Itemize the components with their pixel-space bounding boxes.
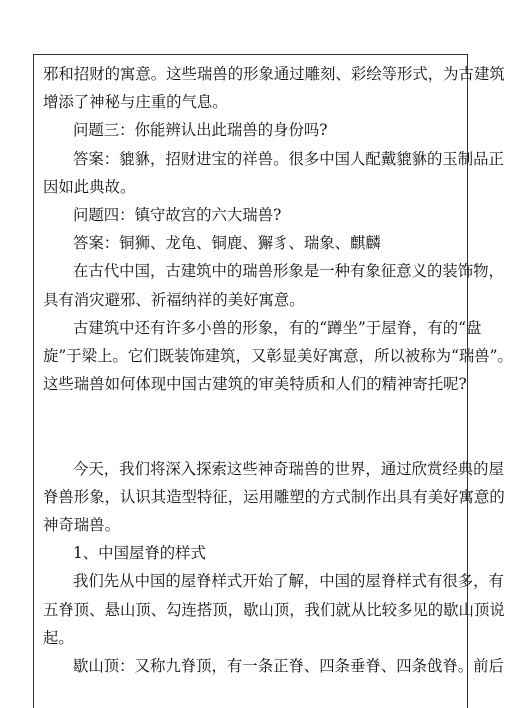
text-line: 问题四：镇守故宫的六大瑞兽?: [73, 205, 282, 224]
blank-line: [43, 426, 461, 454]
text-line: 因如此典故。: [43, 177, 136, 196]
text-line: 古建筑中还有许多小兽的形象，有的“蹲坐”于屋脊，有的“盘: [73, 318, 482, 337]
text-line: 答案：貔貅，招财进宝的祥兽。很多中国人配戴貔貅的玉制品正: [73, 149, 504, 168]
text-line: 歇山顶：又称九脊顶，有一条正脊、四条垂脊、四条戗脊。前后: [73, 656, 504, 675]
text-line: 神奇瑞兽。: [43, 516, 120, 534]
text-line: 增添了神秘与庄重的气息。: [43, 93, 228, 112]
text-line: 起。: [43, 628, 74, 647]
text-line: 邪和招财的寓意。这些瑞兽的形象通过雕刻、彩绘等形式，为古建筑: [43, 65, 505, 83]
text-line: 1、中国屋脊的样式: [73, 544, 206, 563]
blank-line: [43, 398, 461, 426]
text-line: 这些瑞兽如何体现中国古建筑的审美特质和人们的精神寄托呢?: [43, 375, 467, 394]
text-line: 具有消灾避邪、祈福纳祥的美好寓意。: [43, 290, 305, 309]
text-line: 我们先从中国的屋脊样式开始了解，中国的屋脊样式有很多，有: [73, 572, 504, 591]
text-line: 答案：铜狮、龙龟、铜鹿、獬豸、瑞象、麒麟: [73, 234, 381, 253]
text-line: 在古代中国，古建筑中的瑞兽形象是一种有象征意义的装饰物，: [73, 262, 504, 281]
text-line: 今天，我们将深入探索这些神奇瑞兽的世界，通过欣赏经典的屋: [73, 459, 504, 478]
text-line: 脊兽形象，认识其造型特征，运用雕塑的方式制作出具有美好寓意的: [43, 487, 505, 506]
text-line: 问题三：你能辨认出此瑞兽的身份吗?: [73, 121, 328, 140]
text-line: 旋”于梁上。它们既装饰建筑，又彰显美好寓意，所以被称为“瑞兽”。: [43, 346, 513, 365]
document-body: [43, 60, 513, 680]
text-line: 五脊顶、悬山顶、勾连搭顶，歇山顶，我们就从比较多见的歇山顶说: [43, 600, 505, 619]
